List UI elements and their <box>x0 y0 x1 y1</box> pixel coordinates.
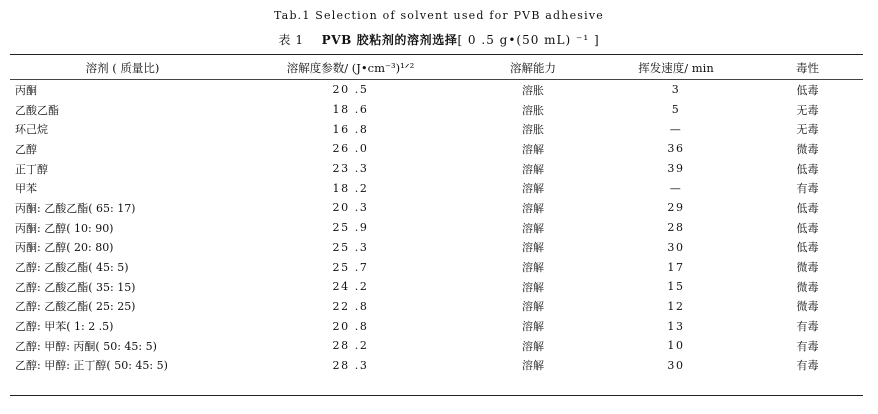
table-row <box>10 238 863 258</box>
caption-chinese <box>0 31 878 48</box>
cell-evaporation-rate: 39 <box>667 162 685 176</box>
cell-dissolving-ability: 溶胀 <box>522 83 544 97</box>
cell-solubility-parameter: 16 .8 <box>332 122 369 136</box>
table-row <box>10 78 863 100</box>
cell-solvent: 乙醇: 乙酸乙酯( 45: 5) <box>15 261 129 275</box>
cell-solubility-parameter: 28 .2 <box>332 339 369 353</box>
cell-solvent: 乙醇: 甲苯( 1: 2 .5) <box>15 320 114 334</box>
table-row <box>10 336 863 356</box>
table-header-row <box>10 58 863 78</box>
cell-dissolving-ability: 溶胀 <box>522 123 544 137</box>
table-row <box>10 100 863 120</box>
cell-solvent: 甲苯 <box>15 182 37 196</box>
cell-solubility-parameter: 24 .2 <box>332 280 369 294</box>
header-evaporation-rate: 挥发速度/ min <box>638 61 714 75</box>
caption-english: Tab.1 Selection of solvent used for PVB adhesive <box>274 9 604 22</box>
table-row <box>10 277 863 297</box>
cell-toxicity: 低毒 <box>796 162 819 176</box>
cell-evaporation-rate: 12 <box>667 299 685 313</box>
cell-dissolving-ability: 溶解 <box>522 339 544 353</box>
table-row <box>10 198 863 218</box>
cell-toxicity: 有毒 <box>796 320 819 334</box>
cell-dissolving-ability: 溶解 <box>522 182 544 196</box>
table-row <box>10 316 863 336</box>
cell-solvent: 乙酸乙酯 <box>15 103 59 117</box>
cell-evaporation-rate: — <box>669 122 683 136</box>
header-toxicity: 毒性 <box>796 61 819 75</box>
cell-evaporation-rate: 17 <box>667 260 685 274</box>
cell-toxicity: 微毒 <box>796 280 819 294</box>
cell-toxicity: 微毒 <box>796 142 819 156</box>
table-number: 表 1 <box>278 33 304 47</box>
cell-dissolving-ability: 溶解 <box>522 359 544 373</box>
cell-toxicity: 无毒 <box>796 123 819 137</box>
cell-solubility-parameter: 20 .3 <box>332 201 369 215</box>
cell-solvent: 乙醇: 甲醇: 丙酮( 50: 45: 5) <box>15 339 157 353</box>
cell-evaporation-rate: 3 <box>671 83 681 97</box>
cell-solvent: 丙酮: 乙醇( 10: 90) <box>15 221 114 235</box>
table-row <box>10 178 863 198</box>
cell-dissolving-ability: 溶解 <box>522 261 544 275</box>
cell-toxicity: 有毒 <box>796 182 819 196</box>
cell-solvent: 丙酮: 乙醇( 20: 80) <box>15 241 114 255</box>
header-solvent: 溶剂 ( 质量比) <box>85 61 160 75</box>
cell-solubility-parameter: 20 .8 <box>332 319 369 333</box>
cell-solvent: 乙醇: 甲醇: 正丁醇( 50: 45: 5) <box>15 359 168 373</box>
cell-solvent: 丙酮 <box>15 83 37 97</box>
cell-dissolving-ability: 溶胀 <box>522 103 544 117</box>
table-row <box>10 139 863 159</box>
cell-evaporation-rate: 29 <box>667 201 685 215</box>
cell-solubility-parameter: 25 .7 <box>332 260 369 274</box>
table-row <box>10 297 863 317</box>
table-condition: [ 0 .5 g•(50 mL) ⁻¹ ] <box>457 33 600 47</box>
cell-evaporation-rate: 5 <box>671 103 681 117</box>
cell-solvent: 环己烷 <box>15 123 48 137</box>
cell-solubility-parameter: 22 .8 <box>332 299 369 313</box>
cell-toxicity: 有毒 <box>796 339 819 353</box>
cell-solubility-parameter: 28 .3 <box>332 358 369 372</box>
cell-solubility-parameter: 25 .3 <box>332 240 369 254</box>
cell-solvent: 正丁醇 <box>15 162 48 176</box>
cell-dissolving-ability: 溶解 <box>522 142 544 156</box>
cell-dissolving-ability: 溶解 <box>522 241 544 255</box>
cell-solubility-parameter: 20 .5 <box>332 83 369 97</box>
cell-toxicity: 低毒 <box>796 221 819 235</box>
table-row <box>10 218 863 238</box>
cell-solubility-parameter: 25 .9 <box>332 221 369 235</box>
cell-dissolving-ability: 溶解 <box>522 300 544 314</box>
table-bottom-rule <box>10 395 863 396</box>
cell-solvent: 丙酮: 乙酸乙酯( 65: 17) <box>15 201 136 215</box>
cell-evaporation-rate: — <box>669 181 683 195</box>
table-top-rule <box>10 54 863 55</box>
cell-toxicity: 低毒 <box>796 83 819 97</box>
cell-solubility-parameter: 26 .0 <box>332 142 369 156</box>
cell-evaporation-rate: 36 <box>667 142 685 156</box>
cell-evaporation-rate: 13 <box>667 319 685 333</box>
table-body <box>10 78 863 375</box>
cell-toxicity: 有毒 <box>796 359 819 373</box>
header-solubility-parameter: 溶解度参数/ (J•cm⁻³)¹ᐟ² <box>286 61 415 75</box>
cell-dissolving-ability: 溶解 <box>522 320 544 334</box>
header-dissolving-ability: 溶解能力 <box>510 61 556 75</box>
cell-dissolving-ability: 溶解 <box>522 280 544 294</box>
cell-solvent: 乙醇 <box>15 142 37 156</box>
table-title: PVB 胶粘剂的溶剂选择 <box>321 33 458 47</box>
cell-evaporation-rate: 10 <box>667 339 685 353</box>
solvent-table <box>10 58 863 375</box>
cell-dissolving-ability: 溶解 <box>522 221 544 235</box>
cell-solvent: 乙醇: 乙酸乙酯( 35: 15) <box>15 280 136 294</box>
cell-evaporation-rate: 28 <box>667 221 685 235</box>
table-row <box>10 119 863 139</box>
table-row <box>10 159 863 179</box>
cell-dissolving-ability: 溶解 <box>522 201 544 215</box>
cell-evaporation-rate: 30 <box>667 240 685 254</box>
cell-evaporation-rate: 15 <box>667 280 685 294</box>
cell-toxicity: 微毒 <box>796 261 819 275</box>
cell-toxicity: 低毒 <box>796 201 819 215</box>
table-row <box>10 356 863 376</box>
cell-solvent: 乙醇: 乙酸乙酯( 25: 25) <box>15 300 136 314</box>
cell-dissolving-ability: 溶解 <box>522 162 544 176</box>
table-row <box>10 257 863 277</box>
cell-solubility-parameter: 18 .6 <box>332 103 369 117</box>
cell-evaporation-rate: 30 <box>667 358 685 372</box>
cell-toxicity: 无毒 <box>796 103 819 117</box>
cell-solubility-parameter: 23 .3 <box>332 162 369 176</box>
cell-toxicity: 低毒 <box>796 241 819 255</box>
cell-solubility-parameter: 18 .2 <box>332 181 369 195</box>
cell-toxicity: 微毒 <box>796 300 819 314</box>
